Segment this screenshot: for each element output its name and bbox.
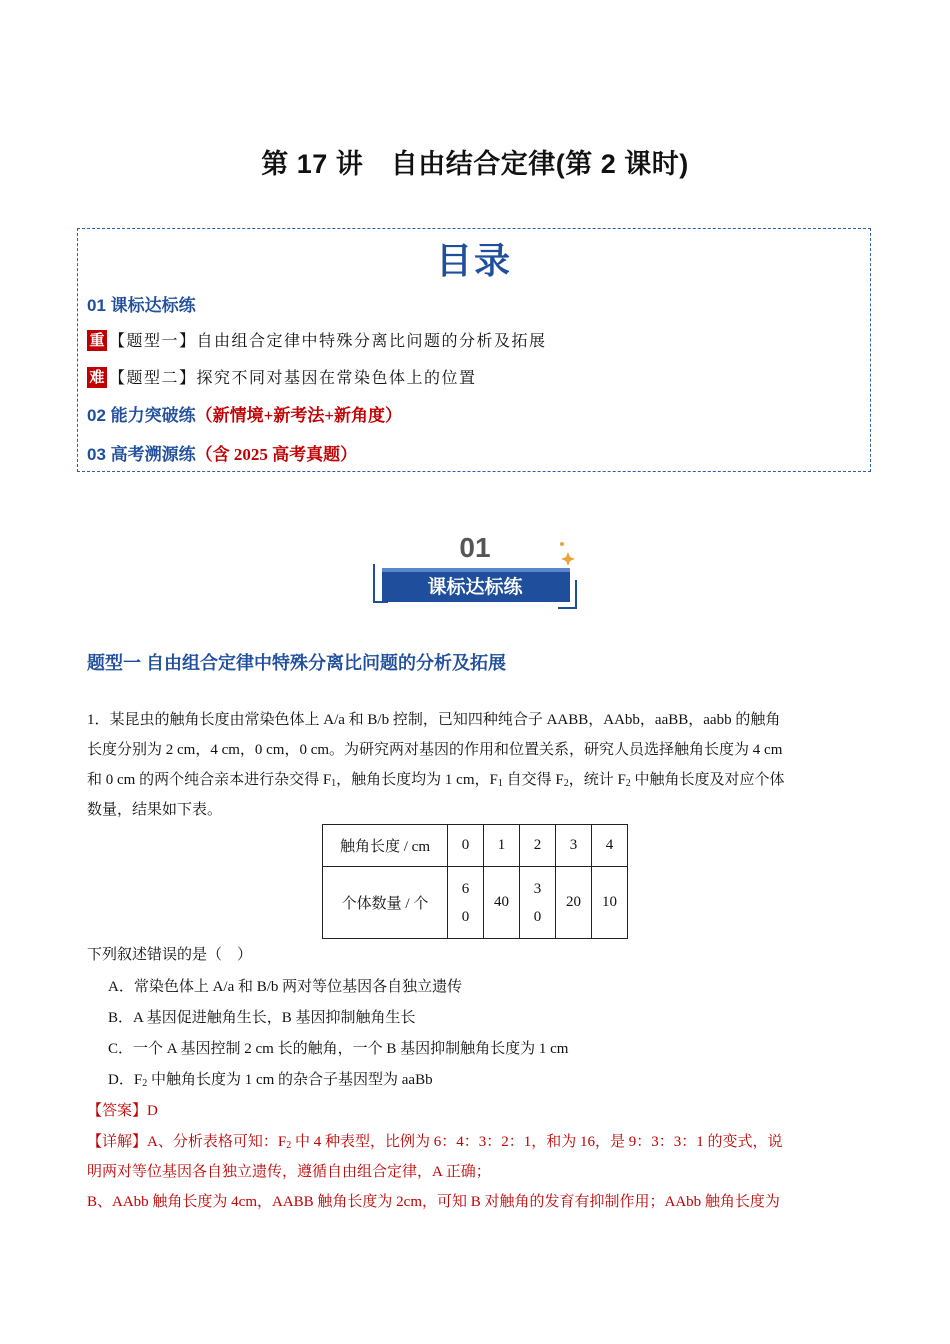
explanation-line-2: 明两对等位基因各自独立遗传，遵循自由组合定律，A 正确；	[87, 1164, 491, 1180]
table-cell: 4	[592, 825, 628, 867]
table-cell: 10	[592, 867, 628, 939]
explanation-line-1: 【详解】A、分析表格可知：$F_2$ 中 4 种表型，比例为 6：4：3：2：1，和为 16，是 9：3：3：1 的变式，说	[87, 1134, 783, 1151]
table-cell: 3 0	[520, 867, 556, 939]
toc-item-2[interactable]	[87, 365, 477, 388]
section-heading: 题型一 自由组合定律中特殊分离比问题的分析及拓展	[87, 653, 506, 673]
table-cell: 40	[484, 867, 520, 939]
toc-section-3-label: 03 高考溯源练	[87, 445, 196, 464]
page-title: 第 17 讲 自由结合定律(第 2 课时)	[261, 149, 689, 179]
table-cell: 0	[448, 825, 484, 867]
difficult-badge: 难	[87, 367, 107, 388]
toc-item-1-label: 【题型一】自由组合定律中特殊分离比问题的分析及拓展	[109, 333, 547, 350]
toc-section-2-note: （新情境+新考法+新角度）	[195, 406, 403, 425]
sparkle-dot-icon	[560, 542, 564, 546]
table-cell: 2	[520, 825, 556, 867]
option-a[interactable]: A．常染色体上 A/a 和 B/b 两对等位基因各自独立遗传	[108, 979, 463, 995]
toc-section-3[interactable]	[87, 440, 357, 465]
table-cell: 20	[556, 867, 592, 939]
toc-section-2[interactable]	[87, 401, 402, 426]
option-d[interactable]: D．$F_2$ 中触角长度为 1 cm 的杂合子基因型为 aaBb	[108, 1072, 433, 1089]
toc-item-1[interactable]	[87, 328, 547, 351]
option-b[interactable]: B．A 基因促进触角生长，B 基因抑制触角生长	[108, 1010, 416, 1026]
table-row	[323, 867, 628, 939]
question-prompt: 下列叙述错误的是（ ）	[87, 947, 253, 963]
table-cell: 6 0	[448, 867, 484, 939]
table-row	[323, 825, 628, 867]
option-c[interactable]: C．一个 A 基因控制 2 cm 长的触角，一个 B 基因抑制触角长度为 1 cm	[108, 1041, 569, 1057]
key-badge: 重	[87, 330, 107, 351]
question-line-2: 长度分别为 2 cm，4 cm，0 cm，0 cm。为研究两对基因的作用和位置关系，研究人员选择触角长度为 4 cm	[87, 742, 783, 758]
toc-item-2-label: 【题型二】探究不同对基因在常染色体上的位置	[109, 370, 477, 387]
table-of-contents	[77, 228, 871, 472]
toc-section-1[interactable]	[87, 291, 196, 316]
banner-number: 01	[459, 532, 491, 563]
toc-section-3-note: （含 2025 高考真题）	[195, 445, 358, 464]
table-cell: 触角长度 / cm	[323, 825, 448, 867]
toc-section-2-label: 02 能力突破练	[87, 406, 196, 425]
section-banner	[368, 530, 582, 612]
table-cell: 3	[556, 825, 592, 867]
toc-heading: 目录	[435, 240, 512, 281]
question-line-3: 和 0 cm 的两个纯合亲本进行杂交得 $F_1$，触角长度均为 1 cm，$F_1$ 自交得 $F_2$，统计 $F_2$ 中触角长度及对应个体	[87, 772, 785, 789]
sparkle-icon	[561, 552, 575, 566]
question-line-1: 1．某昆虫的触角长度由常染色体上 A/a 和 B/b 控制，已知四种纯合子 AABB，AAbb，aaBB，aabb 的触角	[87, 712, 781, 728]
data-table	[322, 824, 628, 939]
banner-label: 课标达标练	[427, 577, 523, 598]
explanation-line-3: B、AAbb 触角长度为 4cm，AABB 触角长度为 2cm，可知 B 对触角的发育有抑制作用；AAbb 触角长度为	[87, 1194, 780, 1210]
question-line-4: 数量，结果如下表。	[87, 802, 223, 818]
banner-bar-highlight	[382, 568, 570, 572]
table-cell: 1	[484, 825, 520, 867]
table-cell: 个体数量 / 个	[323, 867, 448, 939]
toc-section-1-label: 01 课标达标练	[87, 296, 196, 315]
answer-line: 【答案】D	[87, 1103, 158, 1119]
